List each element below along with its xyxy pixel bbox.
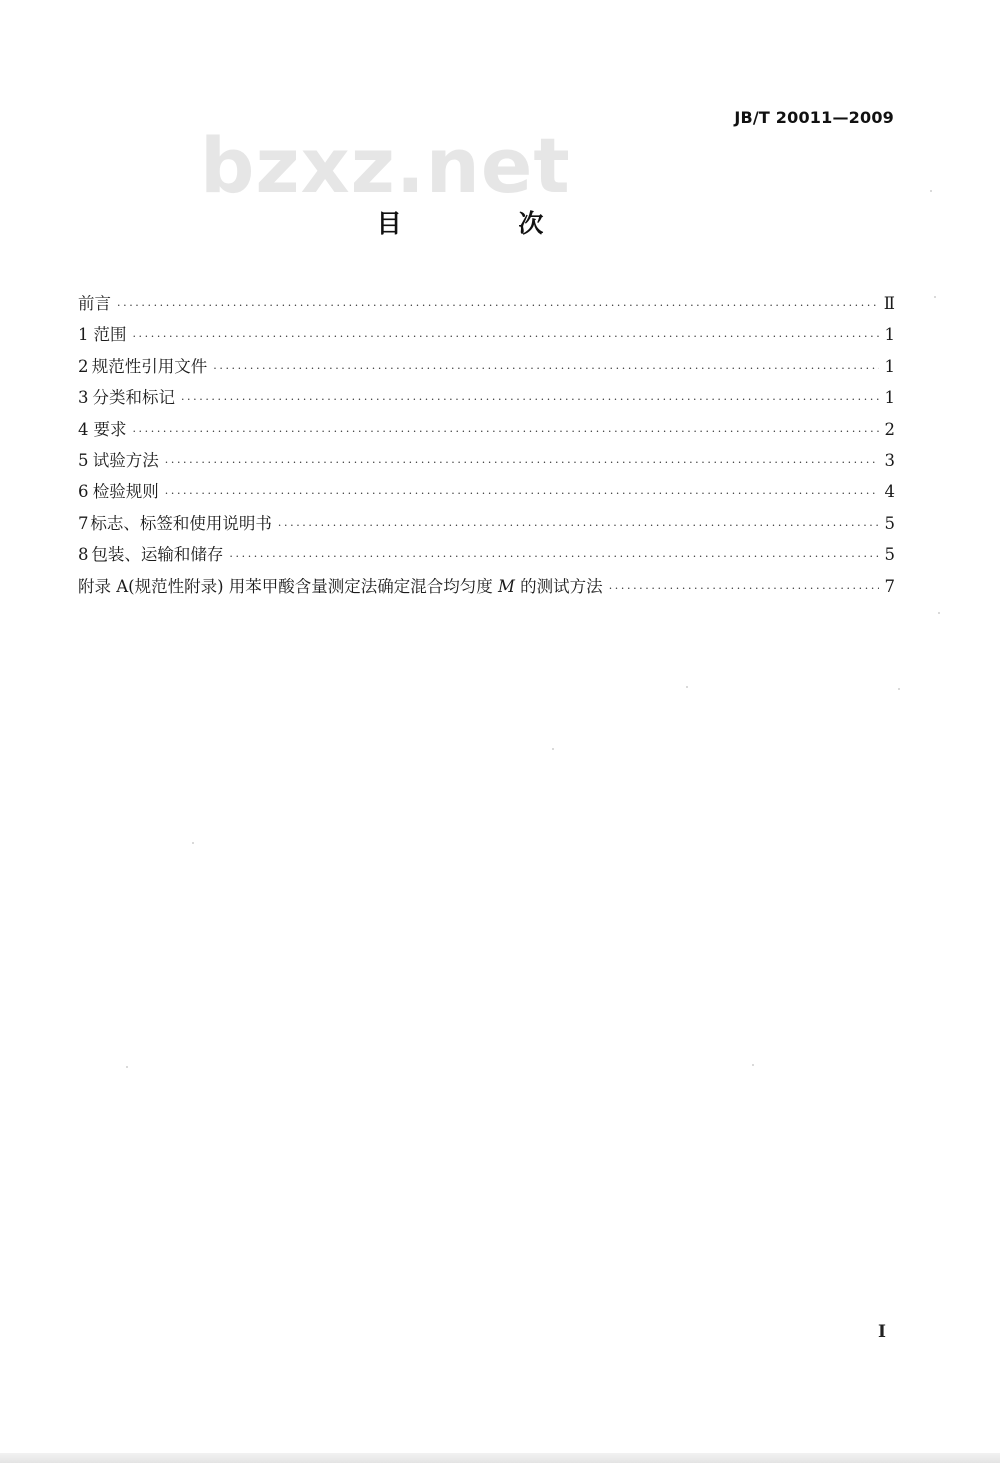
scan-speck [934, 296, 936, 298]
toc-leader-dots [117, 290, 878, 321]
toc-entry-page: 2 [884, 419, 895, 439]
toc-entry-requirements[interactable] [78, 414, 895, 445]
toc-entry-inspection-rules[interactable] [78, 476, 895, 507]
toc-entry-annex-a[interactable] [78, 571, 895, 602]
page-bottom-edge [0, 1453, 1000, 1463]
watermark-logo: bzxz.net [200, 121, 571, 210]
toc-entry-label [78, 571, 603, 602]
toc-entry-page: 5 [884, 545, 895, 565]
annex-label-prefix: 附录 A(规范性附录) 用苯甲酸含量测定法确定混合均匀度 [78, 576, 499, 596]
toc-leader-dots [213, 353, 878, 384]
toc-entry-packaging-transport[interactable] [78, 539, 895, 570]
toc-leader-dots [165, 447, 879, 478]
toc-leader-dots [165, 478, 879, 509]
table-of-contents [78, 288, 895, 602]
toc-entry-page: 3 [884, 450, 895, 470]
toc-entry-number: 8 [78, 545, 89, 565]
toc-leader-dots [132, 416, 878, 447]
standard-code: JB/T 20011—2009 [734, 108, 894, 127]
toc-entry-foreword[interactable] [78, 288, 895, 319]
toc-entry-page: 1 [884, 325, 895, 345]
toc-entry-number: 5 [78, 450, 89, 470]
toc-entry-marking-labeling[interactable] [78, 508, 895, 539]
scan-speck [552, 748, 554, 750]
toc-entry-label: 规范性引用文件 [91, 356, 208, 376]
toc-entry-number: 1 [78, 325, 89, 345]
toc-title: 目 次 [376, 209, 598, 238]
toc-entry-page: 1 [884, 356, 895, 376]
toc-entry-scope[interactable] [78, 319, 895, 350]
toc-entry-number: 3 [78, 388, 89, 408]
toc-leader-dots [181, 384, 879, 415]
toc-entry-number: 7 [78, 513, 89, 533]
scan-speck [938, 612, 940, 614]
toc-entry-label: 标志、标签和使用说明书 [90, 513, 272, 533]
toc-entry-classification[interactable] [78, 382, 895, 413]
toc-entry-test-methods[interactable] [78, 445, 895, 476]
toc-entry-normative-references[interactable] [78, 351, 895, 382]
toc-entry-label: 要求 [93, 419, 127, 439]
toc-entry-page: 5 [884, 513, 895, 533]
toc-entry-label: 包装、运输和储存 [91, 545, 224, 565]
scan-speck [898, 688, 900, 690]
scan-speck [686, 686, 688, 688]
toc-entry-number: 6 [78, 482, 89, 502]
scan-speck [192, 842, 194, 844]
toc-entry-page: 7 [884, 576, 895, 596]
scan-speck [126, 1066, 128, 1068]
toc-entry-label: 检验规则 [92, 482, 159, 502]
toc-entry-label: 前言 [78, 294, 111, 313]
toc-leader-dots [609, 573, 879, 604]
annex-label-math-symbol: M [498, 576, 515, 596]
toc-entry-number: 2 [78, 356, 89, 376]
toc-entry-label: 试验方法 [92, 450, 159, 470]
scan-speck [930, 190, 932, 192]
toc-entry-label: 范围 [93, 325, 127, 345]
toc-leader-dots [132, 321, 878, 352]
toc-entry-page: Ⅱ [883, 294, 895, 313]
toc-entry-page: 1 [884, 388, 895, 408]
toc-leader-dots [278, 510, 879, 541]
scan-speck [752, 1064, 754, 1066]
toc-entry-label: 分类和标记 [92, 388, 175, 408]
toc-entry-number: 4 [78, 419, 89, 439]
annex-label-suffix: 的测试方法 [514, 576, 603, 596]
page-number: I [878, 1322, 886, 1342]
toc-leader-dots [229, 541, 878, 572]
toc-entry-page: 4 [884, 482, 895, 502]
